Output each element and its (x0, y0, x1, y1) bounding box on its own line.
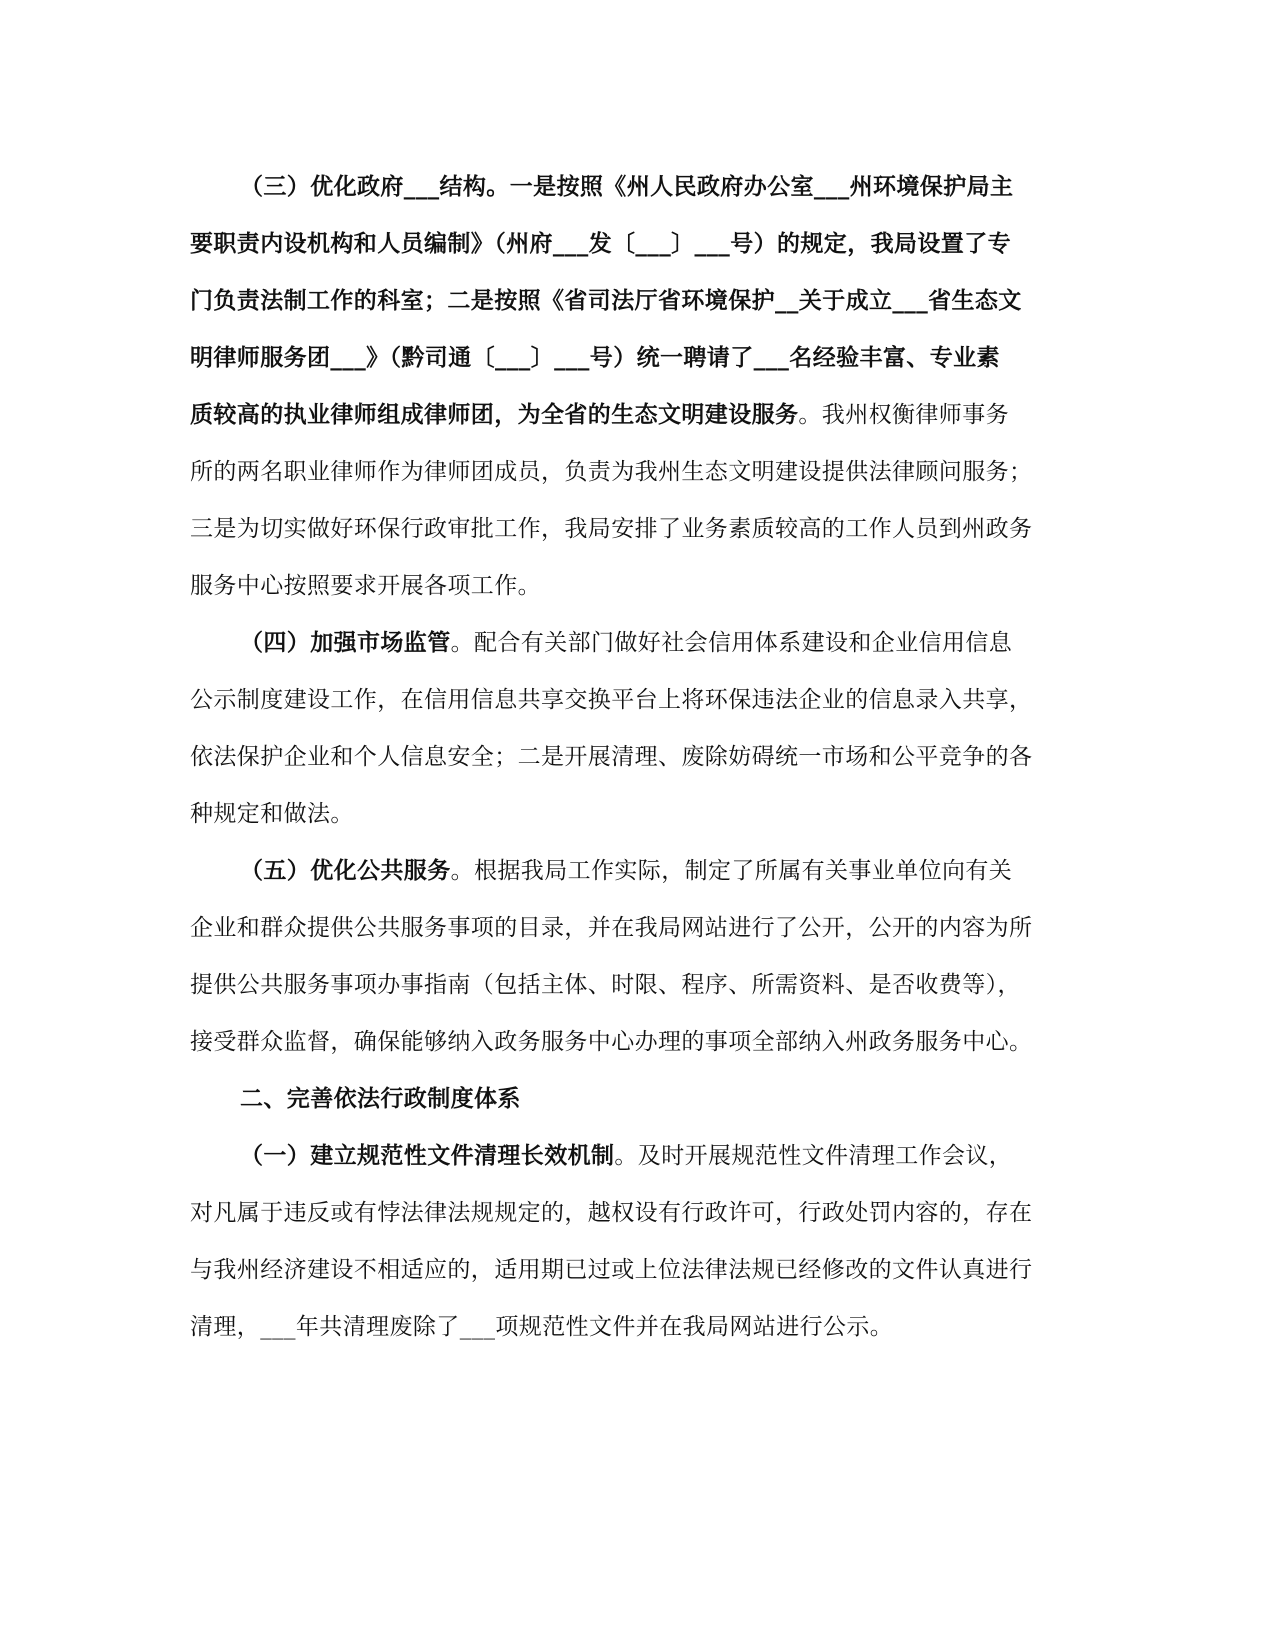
body-text: 企业和群众提供公共服务事项的目录，并在我局网站进行了公开，公开的内容为所 (190, 915, 1033, 941)
body-text: 依法保护企业和个人信息安全；二是开展清理、废除妨碍统一市场和公平竞争的各 (190, 744, 1033, 770)
paragraph-6-line-4 (190, 1310, 1090, 1344)
paragraph-6-line-1 (240, 1139, 1090, 1173)
paragraph-6-line-2 (190, 1196, 1090, 1230)
body-text: 与我州经济建设不相适应的，适用期已过或上位法律法规已经修改的文件认真进行 (190, 1257, 1033, 1283)
paragraph-3-line-6 (190, 455, 1090, 489)
bold-text: 要职责内设机构和人员编制》（州府___发〔___〕___号）的规定，我局设置了专 (190, 230, 1011, 257)
body-text: 三是为切实做好环保行政审批工作，我局安排了业务素质较高的工作人员到州政务 (190, 516, 1033, 542)
body-text: 对凡属于违反或有悖法律法规规定的，越权设有行政许可，行政处罚内容的，存在 (190, 1200, 1033, 1226)
paragraph-3-line-7 (190, 512, 1090, 546)
paragraph-4-line-2 (190, 683, 1090, 717)
paragraph-4-line-4 (190, 797, 1090, 831)
paragraph-5-line-3 (190, 968, 1090, 1002)
paragraph-6-line-3 (190, 1253, 1090, 1287)
body-text: 接受群众监督，确保能够纳入政务服务中心办理的事项全部纳入州政务服务中心。 (190, 1029, 1033, 1055)
paragraph-5-line-2 (190, 911, 1090, 945)
paragraph-5-line-1 (240, 854, 1090, 888)
body-text: 。及时开展规范性文件清理工作会议， (614, 1143, 1013, 1169)
body-text: 种规定和做法。 (190, 801, 354, 827)
bold-text: 明律师服务团___》（黔司通〔___〕___号）统一聘请了___名经验丰富、专业素 (190, 344, 1000, 371)
bold-text: 二、完善依法行政制度体系 (240, 1085, 521, 1112)
bold-text: （五）优化公共服务 (240, 857, 451, 884)
paragraph-3-line-8 (190, 569, 1090, 603)
body-text: 。根据我局工作实际，制定了所属有关事业单位向有关 (450, 858, 1013, 884)
bold-text: （四）加强市场监管 (240, 629, 451, 656)
paragraph-4-line-1 (240, 626, 1090, 660)
paragraph-3-line-2 (190, 227, 1090, 261)
body-text: 公示制度建设工作，在信用信息共享交换平台上将环保违法企业的信息录入共享， (190, 687, 1033, 713)
paragraph-3-line-1 (240, 170, 1090, 204)
body-text: 清理，___年共清理废除了___项规范性文件并在我局网站进行公示。 (190, 1314, 894, 1340)
paragraph-4-line-3 (190, 740, 1090, 774)
body-text: 所的两名职业律师作为律师团成员，负责为我州生态文明建设提供法律顾问服务； (190, 459, 1033, 485)
bold-text: （一）建立规范性文件清理长效机制 (240, 1142, 615, 1169)
paragraph-5-line-4 (190, 1025, 1090, 1059)
body-text: 。配合有关部门做好社会信用体系建设和企业信用信息 (450, 630, 1013, 656)
body-text: 。我州权衡律师事务 (798, 402, 1010, 428)
body-text: 服务中心按照要求开展各项工作。 (190, 573, 541, 599)
paragraph-3-line-5 (190, 398, 1090, 432)
paragraph-3-line-3 (190, 284, 1090, 318)
section-heading (240, 1082, 1090, 1116)
body-text: 提供公共服务事项办事指南（包括主体、时限、程序、所需资料、是否收费等）， (190, 972, 1021, 998)
paragraph-3-line-4 (190, 341, 1090, 375)
bold-text: （三）优化政府___结构。一是按照《州人民政府办公室___州环境保护局主 (240, 173, 1014, 200)
bold-text: 门负责法制工作的科室；二是按照《省司法厅省环境保护__关于成立___省生态文 (190, 287, 1022, 314)
bold-text: 质较高的执业律师组成律师团，为全省的生态文明建设服务 (190, 401, 799, 428)
